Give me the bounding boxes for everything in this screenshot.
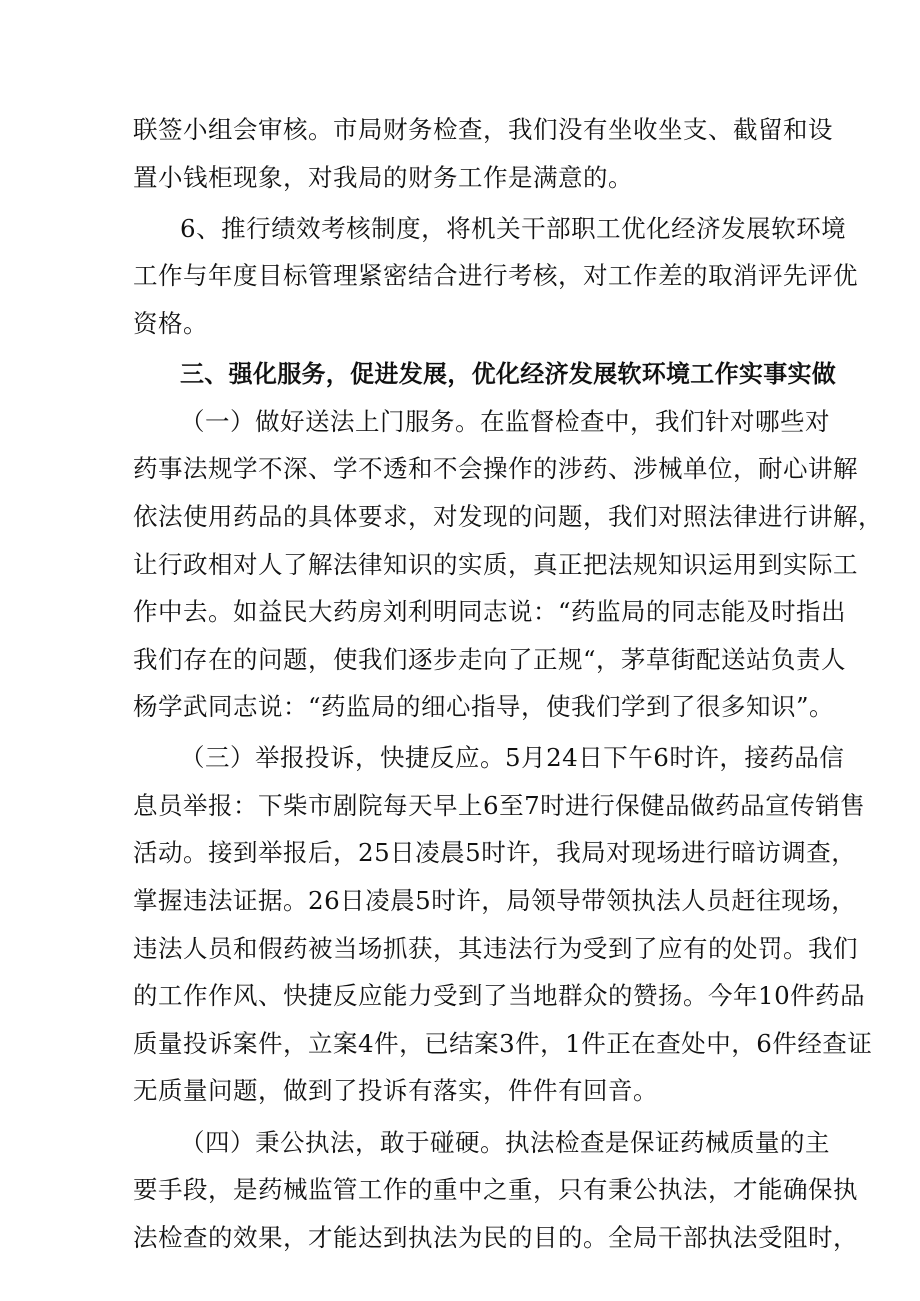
text-line: 作中去。如益民大药房刘利明同志说：“药监局的同志能及时指出 <box>133 597 847 626</box>
text-line: 无质量问题，做到了投诉有落实，件件有回音。 <box>133 1076 658 1105</box>
text-line: 法检查的效果，才能达到执法为民的目的。全局干部执法受阻时， <box>133 1223 858 1252</box>
text-line: 我们存在的问题，使我们逐步走向了正规“，茅草街配送站负责人 <box>133 645 847 674</box>
paragraph-start-line: （四）秉公执法，敢于碰硬。执法检查是保证药械质量的主 <box>180 1128 830 1157</box>
text-line: 药事法规学不深、学不透和不会操作的涉药、涉械单位，耐心讲解 <box>133 454 858 483</box>
text-line: 的工作作风、快捷反应能力受到了当地群众的赞扬。今年10件药品 <box>133 981 866 1010</box>
text-line: 依法使用药品的具体要求，对发现的问题，我们对照法律进行讲解， <box>133 502 883 531</box>
paragraph-start-line: （三）举报投诉，快捷反应。5月24日下午6时许，接药品信 <box>180 743 845 772</box>
text-line: 要手段，是药械监管工作的重中之重，只有秉公执法，才能确保执 <box>133 1175 858 1204</box>
paragraph-start-line: （一）做好送法上门服务。在监督检查中，我们针对哪些对 <box>180 407 830 436</box>
text-line: 让行政相对人了解法律知识的实质，真正把法规知识运用到实际工 <box>133 550 858 579</box>
section-heading: 三、强化服务，促进发展，优化经济发展软环境工作实事实做 <box>180 360 837 388</box>
text-line: 联签小组会审核。市局财务检查，我们没有坐收坐支、截留和设 <box>133 115 833 144</box>
text-line: 掌握违法证据。26日凌晨5时许，局领导带领执法人员赶往现场， <box>133 886 857 915</box>
text-line: 置小钱柜现象，对我局的财务工作是满意的。 <box>133 163 633 192</box>
text-line: 质量投诉案件，立案4件，已结案3件，1件正在查处中，6件经查证 <box>133 1029 873 1058</box>
paragraph-start-line: 6、推行绩效考核制度，将机关干部职工优化经济发展软环境 <box>180 214 847 243</box>
text-line: 违法人员和假药被当场抓获，其违法行为受到了应有的处罚。我们 <box>133 934 858 963</box>
text-line: 息员举报：下柴市剧院每天早上6至7时进行保健品做药品宣传销售 <box>133 791 866 820</box>
text-line: 资格。 <box>133 309 208 338</box>
text-line: 工作与年度目标管理紧密结合进行考核，对工作差的取消评先评优 <box>133 261 858 290</box>
text-line: 活动。接到举报后，25日凌晨5时许，我局对现场进行暗访调查， <box>133 838 857 867</box>
text-line: 杨学武同志说：“药监局的细心指导，使我们学到了很多知识”。 <box>133 692 835 721</box>
